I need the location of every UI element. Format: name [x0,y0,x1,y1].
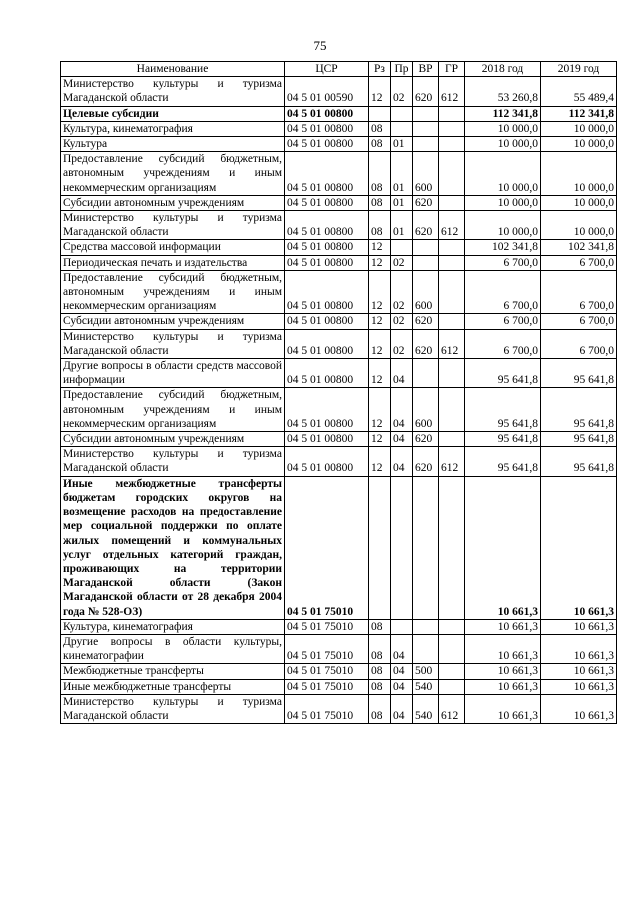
cell-vr: 600 [413,270,439,314]
cell-gr [439,476,465,619]
cell-gr [439,121,465,136]
cell-vr [413,240,439,255]
cell-2019: 10 661,3 [541,634,617,663]
cell-2019: 10 000,0 [541,211,617,240]
cell-vr [413,359,439,388]
header-vr: ВР [413,62,439,77]
cell-name: Средства массовой информации [61,240,285,255]
cell-gr [439,270,465,314]
cell-2018: 95 641,8 [465,447,541,476]
cell-rz: 08 [369,664,391,679]
cell-name: Министерство культуры и туризма Магаданской области [61,77,285,106]
cell-rz [369,106,391,121]
cell-csr: 04 5 01 00800 [285,359,369,388]
table-body [61,77,617,724]
cell-name: Культура, кинематография [61,619,285,634]
cell-name: Министерство культуры и туризма Магаданской области [61,694,285,723]
cell-name: Предоставление субсидий бюджетным, автономным учреждениям и иным некоммерческим организациям [61,388,285,432]
cell-2018: 10 000,0 [465,121,541,136]
cell-2019: 6 700,0 [541,314,617,329]
table-row [61,388,617,432]
cell-csr: 04 5 01 00800 [285,121,369,136]
cell-name: Культура, кинематография [61,121,285,136]
cell-name: Субсидии автономным учреждениям [61,195,285,210]
cell-2019: 10 000,0 [541,137,617,152]
table-row [61,329,617,358]
header-pr: Пр [391,62,413,77]
cell-gr [439,679,465,694]
cell-rz: 12 [369,77,391,106]
header-rz: Рз [369,62,391,77]
cell-csr: 04 5 01 00800 [285,240,369,255]
cell-2019: 95 641,8 [541,447,617,476]
cell-name: Иные межбюджетные трансферты бюджетам городских округов на возмещение расходов на предоставление мер социальной поддержки по оплате жилых помещений и коммунальных услуг отдельных категорий граждан, проживающих на территории Магаданской области (Закон Магаданской области от 28 декабря 2004 года № 528-ОЗ) [61,476,285,619]
cell-rz: 08 [369,619,391,634]
cell-2019: 6 700,0 [541,329,617,358]
cell-2019: 102 341,8 [541,240,617,255]
cell-rz: 12 [369,359,391,388]
header-gr: ГР [439,62,465,77]
table-row [61,432,617,447]
cell-pr: 02 [391,329,413,358]
cell-vr: 600 [413,388,439,432]
cell-vr [413,634,439,663]
cell-pr [391,476,413,619]
page-number: 75 [313,38,327,53]
table-row [61,77,617,106]
cell-gr [439,240,465,255]
table-row [61,137,617,152]
cell-pr: 04 [391,359,413,388]
cell-vr: 540 [413,694,439,723]
cell-rz: 08 [369,152,391,196]
cell-rz [369,476,391,619]
table-row [61,694,617,723]
cell-name: Другие вопросы в области культуры, кинематографии [61,634,285,663]
cell-csr: 04 5 01 00800 [285,388,369,432]
cell-name: Целевые субсидии [61,106,285,121]
cell-pr [391,106,413,121]
cell-csr: 04 5 01 00800 [285,152,369,196]
table-row [61,152,617,196]
table-row [61,359,617,388]
cell-gr: 612 [439,77,465,106]
cell-rz: 08 [369,195,391,210]
table-row [61,314,617,329]
cell-gr [439,634,465,663]
cell-vr: 620 [413,195,439,210]
cell-gr [439,152,465,196]
cell-vr [413,106,439,121]
cell-gr [439,314,465,329]
cell-2018: 95 641,8 [465,359,541,388]
cell-pr: 01 [391,195,413,210]
table-row [61,240,617,255]
cell-vr: 620 [413,314,439,329]
cell-pr: 01 [391,211,413,240]
cell-rz: 12 [369,329,391,358]
table-row [61,476,617,619]
cell-vr: 620 [413,77,439,106]
budget-table [60,61,617,724]
cell-gr: 612 [439,329,465,358]
cell-pr: 04 [391,432,413,447]
table-row [61,106,617,121]
cell-rz: 08 [369,121,391,136]
cell-2018: 6 700,0 [465,255,541,270]
cell-2018: 53 260,8 [465,77,541,106]
cell-csr: 04 5 01 00800 [285,255,369,270]
cell-2019: 95 641,8 [541,432,617,447]
cell-2019: 112 341,8 [541,106,617,121]
cell-2019: 10 000,0 [541,121,617,136]
table-row [61,211,617,240]
cell-rz: 12 [369,240,391,255]
cell-csr: 04 5 01 00800 [285,106,369,121]
cell-2019: 10 000,0 [541,152,617,196]
cell-2018: 10 661,3 [465,694,541,723]
cell-name: Министерство культуры и туризма Магаданской области [61,447,285,476]
cell-vr [413,619,439,634]
cell-csr: 04 5 01 00800 [285,447,369,476]
cell-pr: 04 [391,694,413,723]
cell-gr [439,359,465,388]
cell-name: Предоставление субсидий бюджетным, автономным учреждениям и иным некоммерческим организациям [61,270,285,314]
cell-2019: 10 661,3 [541,694,617,723]
cell-2019: 6 700,0 [541,270,617,314]
cell-rz: 12 [369,447,391,476]
header-name: Наименование [61,62,285,77]
table-row [61,121,617,136]
cell-2018: 6 700,0 [465,270,541,314]
cell-rz: 08 [369,694,391,723]
cell-pr [391,240,413,255]
header-2018: 2018 год [465,62,541,77]
cell-vr: 600 [413,152,439,196]
cell-rz: 08 [369,679,391,694]
cell-pr: 04 [391,634,413,663]
table-row [61,270,617,314]
header-2019: 2019 год [541,62,617,77]
cell-vr [413,255,439,270]
cell-2018: 10 661,3 [465,619,541,634]
cell-2019: 95 641,8 [541,359,617,388]
cell-name: Предоставление субсидий бюджетным, автономным учреждениям и иным некоммерческим организациям [61,152,285,196]
cell-name: Министерство культуры и туризма Магаданской области [61,211,285,240]
cell-csr: 04 5 01 75010 [285,619,369,634]
cell-csr: 04 5 01 75010 [285,694,369,723]
cell-csr: 04 5 01 75010 [285,634,369,663]
table-row [61,195,617,210]
cell-gr: 612 [439,694,465,723]
table-row [61,679,617,694]
cell-name: Министерство культуры и туризма Магаданской области [61,329,285,358]
cell-rz: 12 [369,255,391,270]
cell-pr: 04 [391,388,413,432]
cell-2018: 95 641,8 [465,432,541,447]
cell-csr: 04 5 01 00800 [285,195,369,210]
table-row [61,664,617,679]
cell-csr: 04 5 01 75010 [285,679,369,694]
cell-vr: 620 [413,432,439,447]
cell-name: Субсидии автономным учреждениям [61,314,285,329]
cell-2018: 10 000,0 [465,195,541,210]
cell-rz: 12 [369,314,391,329]
cell-2018: 6 700,0 [465,329,541,358]
table-row [61,447,617,476]
cell-csr: 04 5 01 00800 [285,314,369,329]
cell-vr [413,121,439,136]
cell-gr [439,432,465,447]
cell-vr: 620 [413,447,439,476]
cell-pr: 01 [391,137,413,152]
cell-rz: 08 [369,137,391,152]
cell-2019: 6 700,0 [541,255,617,270]
cell-2019: 55 489,4 [541,77,617,106]
cell-2018: 10 661,3 [465,476,541,619]
cell-gr [439,255,465,270]
cell-name: Субсидии автономным учреждениям [61,432,285,447]
cell-rz: 08 [369,634,391,663]
cell-pr: 04 [391,679,413,694]
cell-rz: 08 [369,211,391,240]
cell-2018: 10 661,3 [465,664,541,679]
cell-2018: 10 000,0 [465,211,541,240]
table-row [61,619,617,634]
cell-2019: 10 661,3 [541,664,617,679]
cell-2019: 10 661,3 [541,476,617,619]
cell-gr [439,137,465,152]
cell-pr: 04 [391,664,413,679]
cell-2018: 10 661,3 [465,634,541,663]
cell-csr: 04 5 01 00800 [285,270,369,314]
cell-name: Другие вопросы в области средств массовой информации [61,359,285,388]
cell-csr: 04 5 01 00590 [285,77,369,106]
cell-vr [413,137,439,152]
cell-gr [439,195,465,210]
cell-csr: 04 5 01 00800 [285,211,369,240]
cell-2018: 10 661,3 [465,679,541,694]
table-row [61,634,617,663]
cell-csr: 04 5 01 00800 [285,432,369,447]
cell-2019: 10 000,0 [541,195,617,210]
cell-csr: 04 5 01 75010 [285,664,369,679]
cell-csr: 04 5 01 00800 [285,137,369,152]
cell-vr: 620 [413,211,439,240]
cell-rz: 12 [369,432,391,447]
cell-vr [413,476,439,619]
cell-vr: 620 [413,329,439,358]
cell-vr: 540 [413,679,439,694]
cell-name: Периодическая печать и издательства [61,255,285,270]
cell-vr: 500 [413,664,439,679]
cell-2018: 10 000,0 [465,152,541,196]
cell-rz: 12 [369,388,391,432]
header-csr: ЦСР [285,62,369,77]
cell-name: Культура [61,137,285,152]
cell-gr [439,106,465,121]
cell-2019: 95 641,8 [541,388,617,432]
cell-name: Межбюджетные трансферты [61,664,285,679]
cell-gr: 612 [439,447,465,476]
cell-pr: 01 [391,152,413,196]
cell-2018: 102 341,8 [465,240,541,255]
cell-gr: 612 [439,211,465,240]
cell-2019: 10 661,3 [541,619,617,634]
cell-pr: 02 [391,77,413,106]
cell-gr [439,664,465,679]
cell-2018: 112 341,8 [465,106,541,121]
cell-rz: 12 [369,270,391,314]
cell-pr [391,619,413,634]
cell-2018: 6 700,0 [465,314,541,329]
cell-csr: 04 5 01 75010 [285,476,369,619]
cell-csr: 04 5 01 00800 [285,329,369,358]
cell-gr [439,388,465,432]
table-row [61,255,617,270]
cell-2018: 10 000,0 [465,137,541,152]
cell-pr: 02 [391,255,413,270]
cell-pr: 02 [391,270,413,314]
table-header-row [61,62,617,77]
cell-2019: 10 661,3 [541,679,617,694]
cell-gr [439,619,465,634]
cell-2018: 95 641,8 [465,388,541,432]
cell-name: Иные межбюджетные трансферты [61,679,285,694]
cell-pr [391,121,413,136]
cell-pr: 04 [391,447,413,476]
cell-pr: 02 [391,314,413,329]
